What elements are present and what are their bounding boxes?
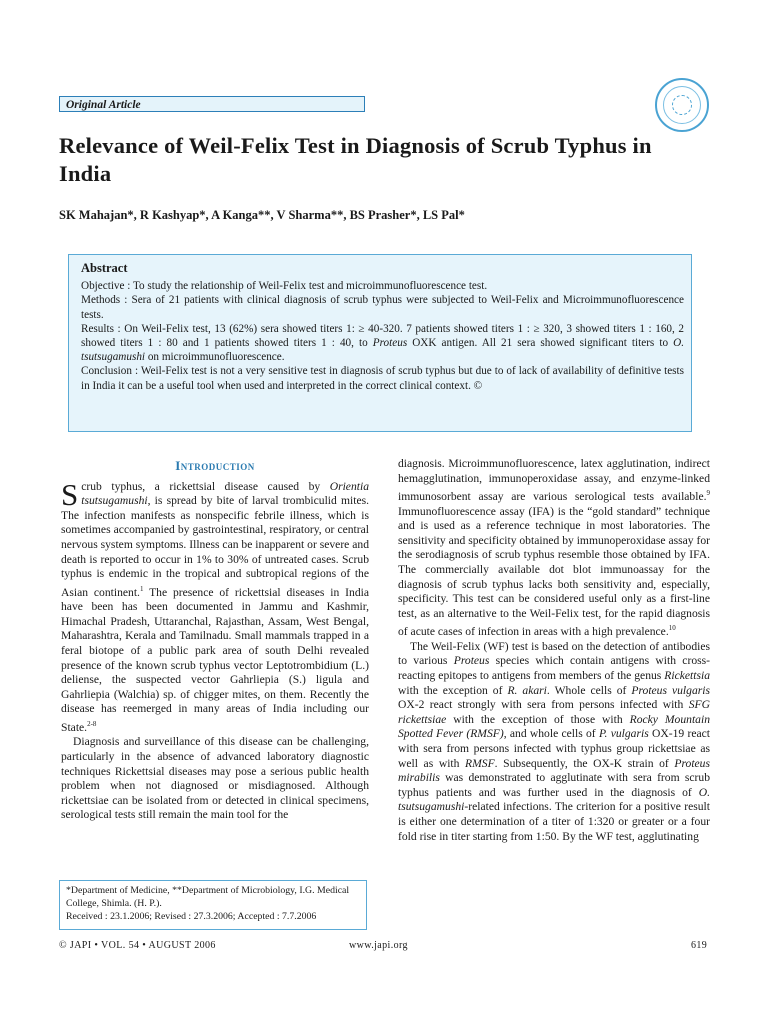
- reference-marker: 1: [139, 584, 144, 593]
- body-text: with the exception of those with: [446, 712, 630, 726]
- italic-term: RMSF: [465, 756, 495, 770]
- results-text: OXK antigen. All 21 sera showed significant titers to: [407, 337, 674, 350]
- body-text: -related infections. The criterion for a positive result is either one determination of a titer of 1:320 or greater or a four fold rise in titer starting from 1:50. By the WF test, agglutinating: [398, 800, 710, 843]
- italic-term: Proteus vulgaris: [631, 683, 710, 697]
- italic-term: P. vulgaris: [598, 727, 649, 741]
- journal-seal-logo: [655, 78, 709, 132]
- intro-paragraph-2: Diagnosis and surveillance of this disease can be challenging, particularly in the absence of advanced laboratory diagnostic techniques Rickettsial diseases may pose a serious public health problem when not diagnosed or misdiagnosed. Although rickettsiae can be isolated from or detected in clinical specimens, serological tests still remain the main tool for the: [61, 735, 369, 822]
- affiliation-footnote: [59, 880, 367, 930]
- introduction-heading: Introduction: [175, 458, 255, 473]
- journal-website: www.japi.org: [349, 940, 408, 951]
- journal-citation: © JAPI • VOL. 54 • AUGUST 2006: [59, 940, 216, 951]
- results-proteus: Proteus: [372, 337, 408, 350]
- body-text: species which contain antigens with cross-reacting epitopes to antigens from members of the genus: [398, 654, 710, 683]
- italic-term: O. tsutsugamushi: [398, 785, 710, 814]
- italic-term: Rickettsia: [664, 669, 710, 683]
- article-type-label: Original Article: [59, 96, 365, 112]
- abstract-heading: Abstract: [81, 261, 128, 275]
- italic-term: Proteus mirabilis: [398, 756, 710, 785]
- reference-marker: 9: [706, 489, 710, 498]
- results-text: on microimmunofluorescence.: [145, 351, 285, 364]
- species-name: Orientia tsutsugamushi: [81, 479, 369, 508]
- right-column: [398, 457, 710, 844]
- page-number: 619: [691, 940, 708, 951]
- italic-term: Proteus: [453, 654, 490, 668]
- italic-term: R. akari: [507, 683, 547, 697]
- body-text: The Weil-Felix (WF) test is based on the detection of antibodies to various: [398, 639, 710, 668]
- body-text: was demonstrated to agglutinate with sera from scrub typhus patients and was further used in the diagnosis of: [398, 771, 710, 799]
- intro-paragraph-4: [398, 640, 710, 844]
- body-text: crub typhus, a rickettsial disease caused by: [81, 479, 330, 493]
- abstract-conclusion: Conclusion : Weil-Felix test is not a very sensitive test in diagnosis of scrub typhus but due to of lack of availability of definitive tests in India it can be a useful tool when used and interpreted in the correct clinical context. ©: [81, 365, 684, 392]
- reference-marker: 2-8: [87, 719, 97, 728]
- italic-term: Rocky Mountain Spotted Fever (RMSF): [398, 712, 710, 741]
- body-text: OX-19 react with sera from persons infected with typhus group rickettsiae as well as with: [398, 727, 710, 770]
- abstract-methods: Methods : Sera of 21 patients with clinical diagnosis of scrub typhus were subjected to Weil-Felix and Microimmunofluorescence tests.: [81, 294, 684, 321]
- body-text: with the exception of: [398, 683, 508, 697]
- article-title: Relevance of Weil-Felix Test in Diagnosis of Scrub Typhus in India: [59, 133, 652, 186]
- body-text: . Whole cells of: [546, 683, 632, 697]
- seal-core: [672, 95, 692, 115]
- left-column: [61, 459, 369, 823]
- submission-dates: Received : 23.1.2006; Revised : 27.3.2006; Accepted : 7.7.2006: [66, 911, 317, 922]
- body-text: OX-2 react strongly with sera from persons infected with: [398, 698, 689, 712]
- reference-marker: 10: [668, 624, 676, 633]
- abstract-results: [81, 322, 684, 365]
- body-text: Immunofluorescence assay (IFA) is the “gold standard” technique and is used as a reference technique in most laboratories. The sensitivity and specificity obtained by immunoperoxidase assay for the serodiagnosis of scrub typhus resemble those obtained by IFA. The commercially available dot blot immunoassay for the diagnosis of scrub typhus lacks both sensitivity and, especially, specificity. This test can be considered useful only as a first-line test, as an alternative to the Weil-Felix test, for the rapid diagnosis of acute cases of infection in areas with a high prevalence.: [398, 504, 710, 639]
- italic-term: SFG rickettsiae: [398, 698, 710, 726]
- drop-cap: S: [61, 476, 79, 512]
- results-species: O. tsutsugamushi: [81, 337, 684, 364]
- intro-paragraph-3: [398, 457, 710, 640]
- intro-paragraph-1: [61, 476, 369, 736]
- abstract-box: [68, 254, 692, 432]
- body-text: diagnosis. Microimmunofluorescence, latex agglutination, indirect hemagglutination, immunoperoxidase assay, and enzyme-linked immunosorbent assay are various serological tests available.: [398, 457, 710, 504]
- author-list: SK Mahajan*, R Kashyap*, A Kanga**, V Sharma**, BS Prasher*, LS Pal*: [59, 208, 465, 222]
- results-text: Results : On Weil-Felix test, 13 (62%) sera showed titers 1: ≥ 40-320. 7 patients showed titers 1 : ≥ 320, 3 showed titers 1 : 160, 2 showed titers 1 : 80 and 1 patients showed titers 1 : 40, to: [81, 322, 684, 350]
- body-text: The presence of rickettsial diseases in India have been has been documented in Jammu and Kashmir, Himachal Pradesh, Uttaranchal, Rajasthan, Assam, West Bengal, Maharashtra, Kerala and Tamilnadu. Small mammals trapped in a feral biotope of a public park area of south Delhi revealed presence of the known scrub typhus vector Leptotrombidium (L.) deliense, the suspected vector Gahrliepia (S.) ligula and Gahrliepia (Walchia) sp. of chigger mites, on them. Recently the disease has reemerged in many areas of India including our State.: [61, 585, 369, 734]
- body-text: . Subsequently, the OX-K strain of: [494, 756, 675, 770]
- body-text: , and whole cells of: [503, 727, 599, 741]
- body-text: , is spread by bite of larval trombiculid mites. The infection manifests as nonspecific febrile illness, which is sometimes accompanied by gastrointestinal, respiratory, or central nervous system symptoms. Illness can be inapparent or severe and death is reported to occur in 1% to 30% of untreated cases. Scrub typhus is endemic in the tropical and subtropical regions of the Asian continent.: [61, 494, 369, 599]
- abstract-objective: Objective : To study the relationship of Weil-Felix test and microimmunofluorescence test.: [81, 280, 488, 293]
- affiliation-text: *Department of Medicine, **Department of Microbiology, I.G. Medical College, Shimla. (H. P.).: [66, 885, 350, 909]
